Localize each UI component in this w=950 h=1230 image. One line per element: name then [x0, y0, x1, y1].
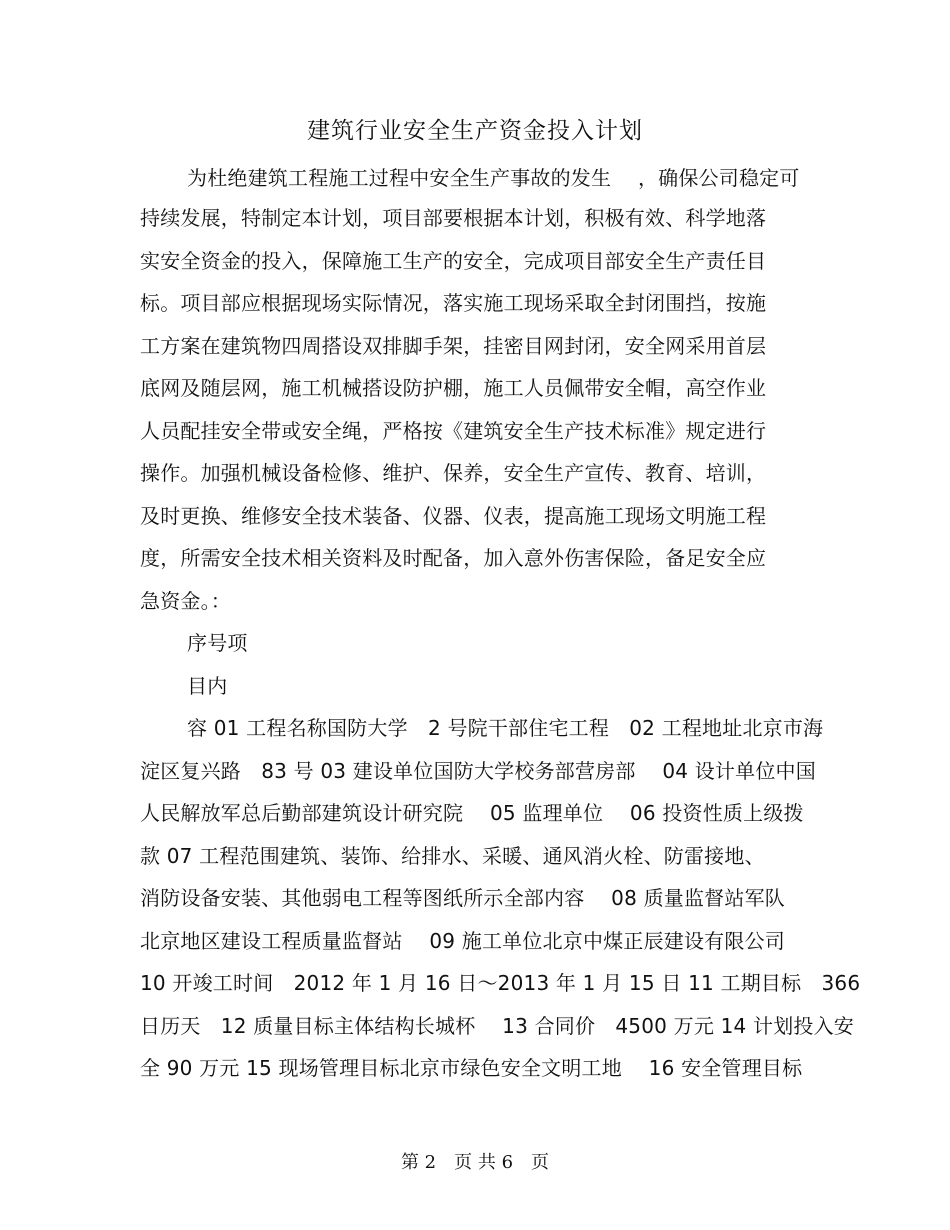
table-content-line-3: 人民解放军总后勤部建筑设计研究院 05 监理单位 06 投资性质上级拨 [140, 801, 804, 825]
page-number-footer: 第 2 页 共 6 页 [400, 1152, 550, 1173]
table-content-line-2: 淀区复兴路 83 号 03 建设单位国防大学校务部营房部 04 设计单位中国 [140, 759, 816, 783]
table-content-line-8: 日历天 12 质量目标主体结构长城杯 13 合同价 4500 万元 14 计划投入安 [140, 1014, 854, 1038]
table-content-line-7: 10 开竣工时间 2012 年 1 月 16 日～2013 年 1 月 15 日 11 工期目标 366 [140, 971, 861, 995]
body-line-10: 度，所需安全技术相关资料及时配备，加入意外伤害保险，备足安全应 [140, 546, 767, 570]
body-line-7: 人员配挂安全带或安全绳，严格按《建筑安全生产技术标准》规定进行 [140, 419, 767, 443]
document-title: 建筑行业安全生产资金投入计划 [307, 118, 643, 144]
body-line-6: 底网及随层网，施工机械搭设防护棚，施工人员佩带安全帽，高空作业 [140, 376, 767, 400]
body-line-3: 实安全资金的投入，保障施工生产的安全，完成项目部安全生产责任目 [140, 249, 767, 273]
table-content-line-4: 款 07 工程范围建筑、装饰、给排水、采暖、通风消火栓、防雷接地、 [140, 844, 765, 868]
body-line-1: 为杜绝建筑工程施工过程中安全生产事故的发生 ，确保公司稳定可 [187, 166, 800, 190]
table-content-line-5: 消防设备安装、其他弱电工程等图纸所示全部内容 08 质量监督站军队 [140, 886, 785, 910]
body-line-8: 操作。加强机械设备检修、维护、保养，安全生产宣传、教育、培训， [140, 461, 767, 485]
table-content-line-6: 北京地区建设工程质量监督站 09 施工单位北京中煤正辰建设有限公司 [140, 929, 785, 953]
table-header-line-2: 目内 [187, 674, 228, 698]
body-line-4: 标。项目部应根据现场实际情况，落实施工现场采取全封闭围挡，按施 [140, 291, 767, 315]
table-content-line-1: 容 01 工程名称国防大学 2 号院干部住宅工程 02 工程地址北京市海 [187, 716, 824, 740]
body-line-2: 持续发展，特制定本计划，项目部要根据本计划，积极有效、科学地落 [140, 206, 767, 230]
body-line-11: 急资金。： [140, 589, 231, 613]
body-line-5: 工方案在建筑物四周搭设双排脚手架，挂密目网封闭，安全网采用首层 [140, 334, 767, 358]
body-line-9: 及时更换、维修安全技术装备、仪器、仪表，提高施工现场文明施工程 [140, 504, 767, 528]
table-header-line-1: 序号项 [187, 631, 248, 655]
table-content-line-9: 全 90 万元 15 现场管理目标北京市绿色安全文明工地 16 安全管理目标 [140, 1056, 803, 1080]
